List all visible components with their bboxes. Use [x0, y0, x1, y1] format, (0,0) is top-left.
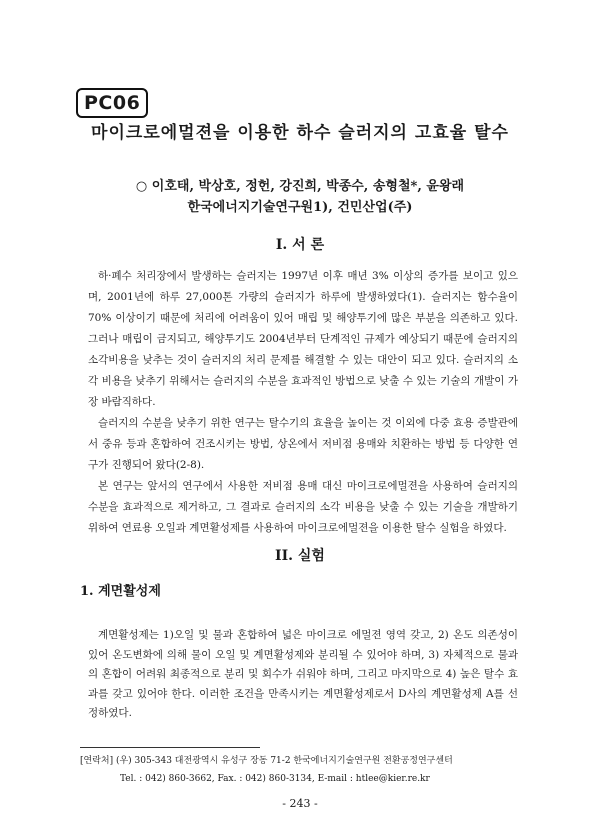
contact-footnote [80, 752, 520, 788]
section-heading-experiment: II. 실험 [275, 548, 325, 564]
section-heading-introduction: I. 서 론 [275, 237, 325, 253]
footnote-address: [연락처] (우) 305-343 대전광역시 유성구 장동 71-2 한국에너지기술연구원 전환공정연구센터 [80, 756, 453, 766]
paragraph: 본 연구는 앞서의 연구에서 사용한 저비점 용매 대신 마이크로에멀젼을 사용하여 슬러지의 수분을 효과적으로 제거하고, 그 결과로 슬러지의 소각 비용을 낮출 수 있는 기술을 개발하기 위하여 연료용 오일과 계면활성제를 사용하여 마이크로에멀젼을 이용한 탈수 실험을 하였다. [88, 480, 518, 534]
experiment-body [88, 626, 518, 724]
footnote-divider [80, 747, 260, 748]
page-number: - 243 - [282, 797, 318, 810]
paragraph: 슬러지의 수분을 낮추기 위한 연구는 탈수기의 효율을 높이는 것 이외에 다중 효용 증발관에서 중유 등과 혼합하여 건조시키는 방법, 상온에서 저비점 용매와 치환하는 방법 등 다양한 연구가 진행되어 왔다(2-8). [88, 417, 518, 471]
subsection-heading-surfactant: 1. 계면활성제 [80, 584, 161, 599]
author-list: ○ 이호태, 박상호, 정헌, 강진희, 박종수, 송형철*, 윤왕래 [135, 179, 465, 194]
presentation-code-box: PC06 [76, 88, 148, 118]
paper-title: 마이크로에멀젼을 이용한 하수 슬러지의 고효율 탈수 [91, 123, 509, 143]
affiliation: 한국에너지기술연구원1), 건민산업(주) [187, 200, 413, 215]
footnote-contact: Tel. : 042) 860-3662, Fax. : 042) 860-3134, E-mail : htlee@kier.re.kr [120, 774, 430, 784]
paragraph: 계면활성제는 1)오일 및 물과 혼합하여 넓은 마이크로 에멀젼 영역 갖고, 2) 온도 의존성이 있어 온도변화에 의해 물이 오일 및 계면활성제와 분리될 수 있어야 하며, 3) 자체적으로 물과의 혼합이 어려워 최종적으로 분리 및 회수가 쉬워야 하며, 그리고 마지막으로 4) 높은 탈수 효과를 갖고 있어야 한다. 이러한 조건을 만족시키는 계면활성제로서 D사의 계면활성제 A를 선정하였다. [88, 629, 518, 719]
paragraph: 하·폐수 처리장에서 발생하는 슬러지는 1997년 이후 매년 3% 이상의 증가를 보이고 있으며, 2001년에 하루 27,000톤 가량의 슬러지가 하루에 발생하였다(1). 슬러지는 함수율이 70% 이상이기 때문에 처리에 어려움이 있어 매립 및 해양투기에 많은 부분을 의존하고 있다. 그러나 매립이 금지되고, 해양투기도 2004년부터 단계적인 규제가 예상되기 때문에 슬러지의 소각비용을 낮추는 것이 슬러지의 처리 문제를 해결할 수 있는 대안이 되고 있다. 슬러지의 소각 비용을 낮추기 위해서는 슬러지의 수분을 효과적인 방법으로 낮출 수 있는 기술의 개발이 가장 바람직하다. [88, 270, 518, 408]
introduction-body [88, 266, 518, 539]
